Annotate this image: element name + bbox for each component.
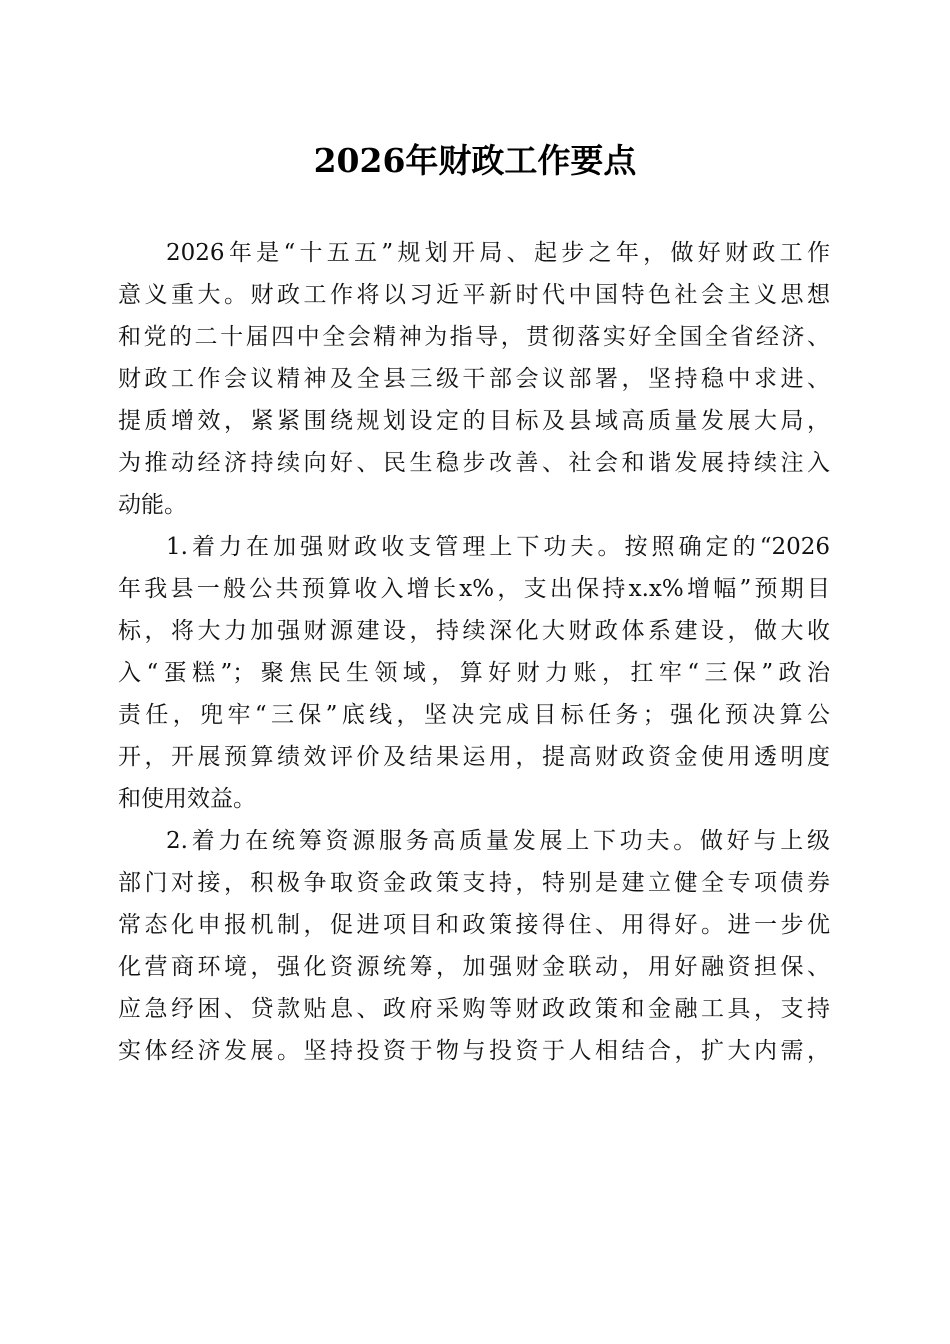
text-line: 提质增效，紧紧围绕规划设定的目标及县域高质量发展大局， [118, 408, 830, 434]
text-line: 部门对接，积极争取资金政策支持，特别是建立健全专项债券 [118, 870, 830, 896]
text-line: 财政工作会议精神及全县三级干部会议部署，坚持稳中求进、 [118, 366, 830, 392]
document-title: 2026年财政工作要点 [313, 141, 637, 180]
text-line: 入“蛋糕”；聚焦民生领域，算好财力账，扛牢“三保”政治 [118, 660, 830, 686]
text-line: 2.着力在统筹资源服务高质量发展上下功夫。做好与上级 [166, 828, 830, 854]
text-line: 化营商环境，强化资源统筹，加强财金联动，用好融资担保、 [118, 954, 830, 980]
text-line: 和使用效益。 [118, 786, 256, 812]
paragraph-item-2 [118, 820, 830, 1072]
paragraph-item-1 [118, 526, 830, 820]
text-line: 常态化申报机制，促进项目和政策接得住、用得好。进一步优 [118, 912, 830, 938]
text-line: 动能。 [118, 492, 187, 518]
text-line: 应急纾困、贷款贴息、政府采购等财政政策和金融工具，支持 [118, 996, 830, 1022]
text-line: 标，将大力加强财源建设，持续深化大财政体系建设，做大收 [118, 618, 830, 644]
text-line: 2026年是“十五五”规划开局、起步之年，做好财政工作 [166, 240, 830, 266]
text-line: 意义重大。财政工作将以习近平新时代中国特色社会主义思想 [118, 282, 830, 308]
text-line: 责任，兜牢“三保”底线，坚决完成目标任务；强化预决算公 [118, 702, 830, 728]
text-line: 实体经济发展。坚持投资于物与投资于人相结合，扩大内需， [118, 1038, 830, 1064]
text-line: 年我县一般公共预算收入增长x%，支出保持x.x%增幅”预期目 [118, 576, 830, 602]
text-line: 为推动经济持续向好、民生稳步改善、社会和谐发展持续注入 [118, 450, 830, 476]
text-line: 1.着力在加强财政收支管理上下功夫。按照确定的“2026 [166, 534, 830, 560]
paragraph-intro [118, 232, 830, 526]
text-line: 开，开展预算绩效评价及结果运用，提高财政资金使用透明度 [118, 744, 830, 770]
text-line: 和党的二十届四中全会精神为指导，贯彻落实好全国全省经济、 [118, 324, 830, 350]
document-body [118, 232, 830, 1072]
